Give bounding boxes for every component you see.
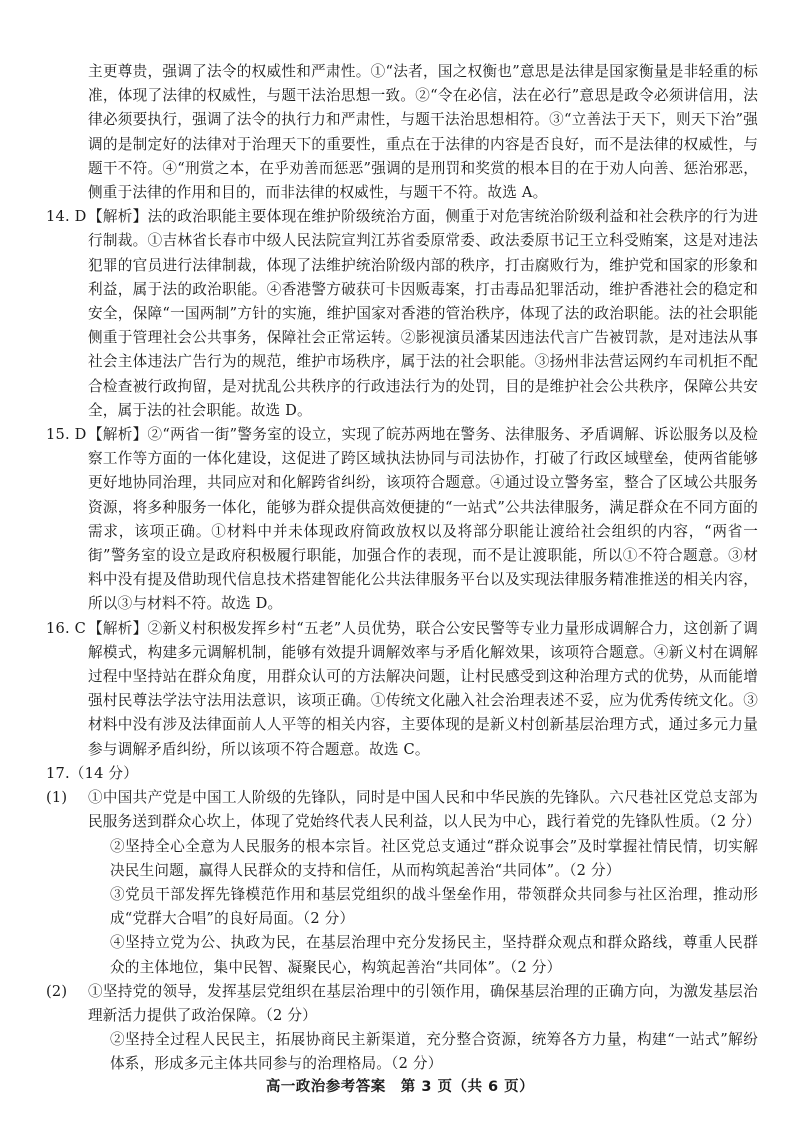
question-15 [46, 423, 758, 617]
question-number: 16. C [46, 619, 87, 637]
question-17-part-2 [46, 980, 758, 1077]
answer-item: ④坚持立党为公、执政为民，在基层治理中充分发扬民主，坚持群众观点和群众路线，尊重人民群众的主体地位，集中民智、凝聚民心，构筑起善治“共同体”。（2 分） [110, 934, 758, 976]
question-17-part-1 [46, 786, 761, 980]
question-number: 14. D [46, 208, 87, 226]
question-analysis: 【解析】②“两省一街”警务室的设立，实现了皖苏两地在警务、法律服务、矛盾调解、诉讼服务以及检察工作等方面的一体化建设，这促进了跨区域执法协同与司法协作，打破了行政区域壁垒，使两省能够更好地协同治理，共同应对和化解跨省纠纷，该项符合题意。④通过设立警务室，整合了区域公共服务资源，将多种服务一体化，能够为群众提供高效便捷的“一站式”公共法律服务，满足群众在不同方面的需求，该项正确。①材料中并未体现政府简政放权以及将部分职能让渡给社会组织的内容，“两省一街”警务室的设立是政府积极履行职能，加强合作的表现，而不是让渡职能，所以①不符合题意。③材料中没有提及借助现代信息技术搭建智能化公共法律服务平台以及实现法律服务精准推送的相关内容，所以③与材料不符。故选 D。 [88, 426, 758, 613]
question-16 [46, 617, 758, 762]
answer-item: ②坚持全心全意为人民服务的根本宗旨。社区党总支通过“群众说事会”及时掌握社情民情，切实解决民生问题，赢得人民群众的支持和信任，从而构筑起善治“共同体”。（2 分） [110, 837, 758, 879]
answer-item: ①坚持党的领导，发挥基层党组织在基层治理中的引领作用，确保基层治理的正确方向，为激发基层治理新活力提供了政治保障。（2 分） [88, 982, 758, 1024]
question-17-header [46, 762, 758, 786]
intro-paragraph: 主更尊贵，强调了法令的权威性和严肃性。①“法者，国之权衡也”意思是法律是国家衡量是非轻重的标准，体现了法律的权威性，与题干法治思想一致。②“令在必信，法在必行”意思是政令必须讲信用，法律必须要执行，强调了法令的执行力和严肃性，与题干法治思想相符。③“立善法于天下，则天下治”强调的是制定好的法律对于治理天下的重要性，重点在于法律的内容是否良好，而不是法律的权威性，与题干不符。④“刑赏之本，在乎劝善而惩恶”强调的是刑罚和奖赏的根本目的在于劝人向善、惩治邪恶，侧重于法律的作用和目的，而非法律的权威性，与题干不符。故选 A。 [88, 63, 758, 202]
part-mark: (2) [46, 982, 68, 1000]
question-14 [46, 205, 758, 423]
part-mark: (1) [46, 789, 68, 807]
answer-page [46, 60, 761, 1077]
question-analysis: 【解析】法的政治职能主要体现在维护阶级统治方面，侧重于对危害统治阶级利益和社会秩序的行为进行制裁。①吉林省长春市中级人民法院宣判江苏省委原常委、政法委原书记王立科受贿案，这是对违法犯罪的官员进行法律制裁，体现了法维护统治阶级内部的秩序，打击腐败行为，维护党和国家的形象和利益，属于法的政治职能。④香港警方破获可卡因贩毒案，打击毒品犯罪活动，维护香港社会的稳定和安全，保障“一国两制”方针的实施，维护国家对香港的管治秩序，体现了法的政治职能。法的社会职能侧重于管理社会公共事务，保障社会正常运转。②影视演员潘某因违法代言广告被罚款，是对违法从事社会主体违法广告行为的规范，维护市场秩序，属于法的社会职能。③扬州非法营运网约车司机拒不配合检查被行政拘留，是对扰乱公共秩序的行政违法行为的处罚，目的是维护社会公共秩序，保障公共安全，属于法的社会职能。故选 D。 [88, 208, 758, 419]
page-footer: 高一政治参考答案 第 3 页（共 6 页） [265, 1079, 535, 1095]
answer-item: ③党员干部发挥先锋模范作用和基层党组织的战斗堡垒作用，带领群众共同参与社区治理，推动形成“党群大合唱”的良好局面。（2 分） [110, 885, 758, 928]
question-number: 17.（14 分） [46, 764, 138, 782]
question-analysis: 【解析】②新义村积极发挥乡村“五老”人员优势，联合公安民警等专业力量形成调解合力，这创新了调解模式，构建多元调解机制，能够有效提升调解效率与矛盾化解效果，该项符合题意。④新义村在调解过程中坚持站在群众角度，用群众认可的方法解决问题，让村民感受到这种治理方式的优势，从而能增强村民尊法学法守法用法意识，该项正确。①传统文化融入社会治理表述不妥，应为优秀传统文化。③材料中没有涉及法律面前人人平等的相关内容，主要体现的是新义村创新基层治理方式，通过多元力量参与调解矛盾纠纷，所以该项不符合题意。故选 C。 [88, 619, 758, 758]
question-number: 15. D [46, 426, 87, 444]
answer-item: ①中国共产党是中国工人阶级的先锋队，同时是中国人民和中华民族的先锋队。六尺巷社区党总支部为民服务送到群众心坎上，体现了党始终代表人民利益，以人民为中心，践行着党的先锋队性质。（2 分） [88, 789, 761, 831]
answer-item: ②坚持全过程人民民主，拓展协商民主新渠道，充分整合资源，统筹各方力量，构建“一站式”解纷体系，形成多元主体共同参与的治理格局。（2 分） [110, 1031, 758, 1073]
